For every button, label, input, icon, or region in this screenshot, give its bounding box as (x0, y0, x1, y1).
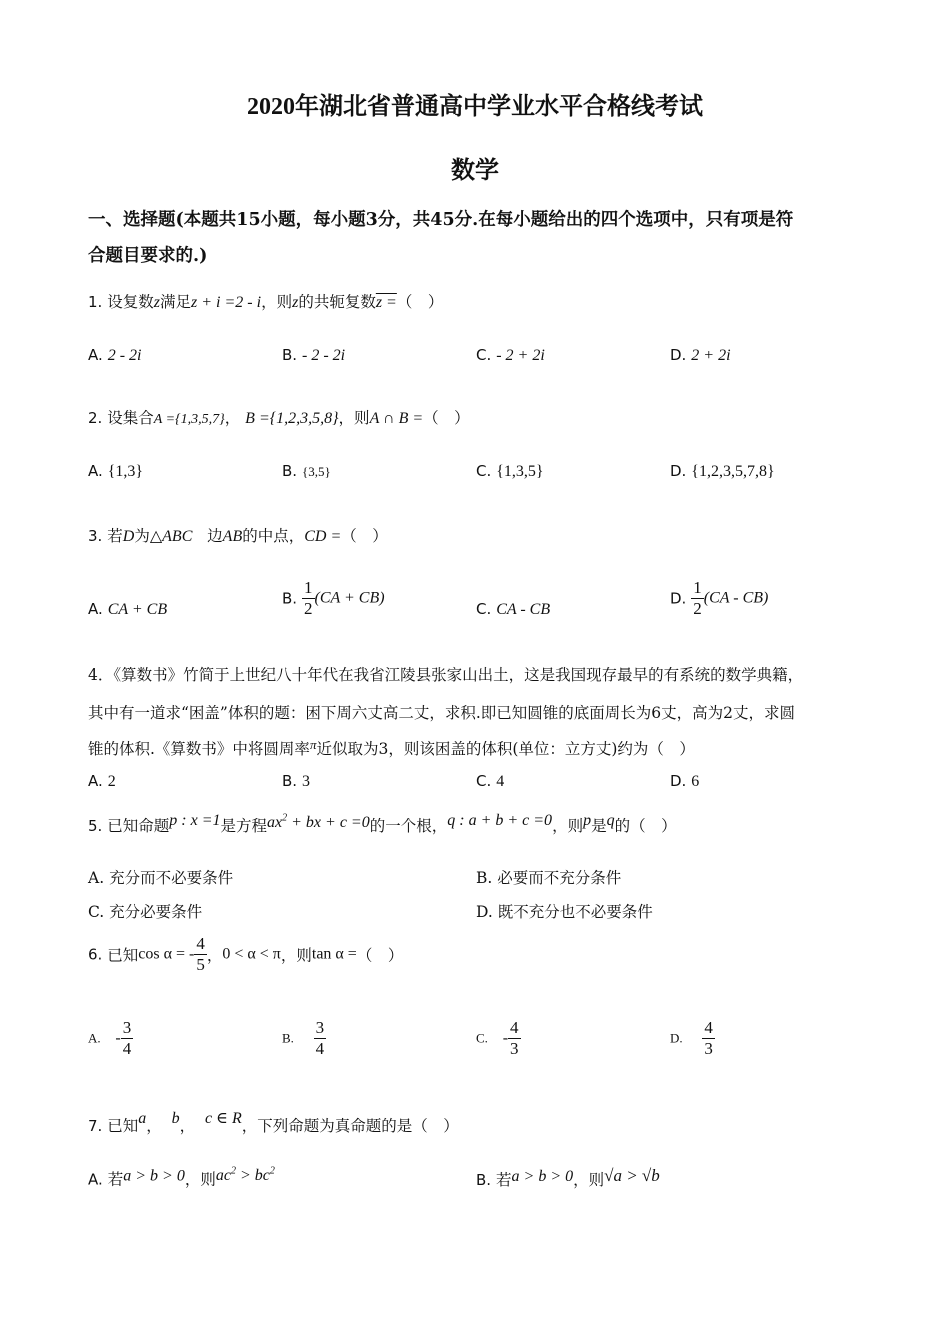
math-expression: a > b > 0 (123, 1167, 185, 1185)
math-expression: A ∩ B = (369, 410, 424, 427)
q4-option-a[interactable] (88, 772, 116, 791)
q6-option-a[interactable] (88, 1018, 133, 1059)
q2-option-d[interactable] (670, 462, 775, 481)
math-expression: 0 < α < π (222, 945, 281, 963)
fraction-numerator: 4 (704, 1018, 713, 1037)
option-text: - 2 - 2i (302, 347, 346, 364)
math-expression: a > b > 0 (511, 1168, 574, 1185)
option-text: 2 + 2i (691, 347, 731, 364)
option-label: D. (476, 903, 493, 921)
option-label: A. (88, 869, 105, 887)
fraction-denominator: 2 (693, 599, 702, 618)
option-label: B. (282, 1030, 294, 1046)
fraction (121, 1018, 134, 1059)
q2-option-a[interactable] (88, 462, 143, 481)
option-label: A. (88, 1030, 101, 1046)
fraction-numerator: 3 (315, 1018, 325, 1037)
math-expression: B ={1,2,3,5,8} (245, 410, 339, 427)
q1-option-c[interactable] (476, 346, 545, 365)
question-text: ，则 (552, 817, 584, 835)
option-label: B. (476, 1171, 492, 1189)
answer-paren: （ ） (341, 527, 388, 545)
fraction-numerator: 4 (510, 1018, 519, 1037)
option-text: (CA - CB) (703, 589, 769, 607)
math-part: ac (215, 1167, 231, 1185)
option-text: 若 (496, 1171, 512, 1189)
math-part: ax (267, 814, 283, 831)
fraction-denominator: 4 (122, 1039, 132, 1058)
math-expression: q : a + b + c =0 (447, 812, 553, 829)
math-part: > bc (235, 1167, 270, 1185)
question-text: 近似取为3，则该困盖的体积(单位：立方丈)约为（ ） (316, 740, 695, 758)
fraction-denominator: 4 (315, 1039, 325, 1058)
question-number: 6. (88, 945, 103, 964)
math-var: z (153, 294, 160, 311)
question-text: ， (224, 409, 241, 427)
question-text: ，下列命题为真命题的是（ ） (241, 1117, 459, 1135)
option-sign: - (115, 1029, 121, 1047)
question-text: ，则 (338, 409, 370, 427)
question-text: 的（ ） (614, 817, 677, 835)
q6-option-d[interactable] (670, 1018, 715, 1059)
math-var: AB (222, 528, 243, 545)
math-var: a (138, 1110, 147, 1127)
math-var: z (292, 294, 299, 311)
question-4-line1: 4．《算数书》竹简于上世纪八十年代在我省江陵县张家山出土，这是我国现存最早的有系统的数学典籍， (88, 666, 804, 684)
fraction-denominator: 5 (196, 955, 205, 974)
question-4-line3 (88, 737, 695, 759)
math-var: π (309, 737, 317, 752)
section-heading-line2: 合题目要求的.) (88, 246, 208, 266)
option-text: 2 - 2i (107, 347, 142, 364)
option-text: CA - CB (496, 601, 551, 618)
q3-option-b[interactable] (282, 578, 385, 619)
option-label: B. (476, 869, 493, 887)
q2-option-c[interactable] (476, 462, 544, 481)
question-6 (88, 934, 403, 975)
question-text: ，则 (261, 293, 293, 311)
option-text: (CA + CB) (314, 589, 385, 607)
q7-option-a[interactable] (88, 1166, 275, 1189)
option-label: D. (670, 346, 687, 364)
fraction (302, 578, 315, 619)
math-expression: z + i =2 - i (191, 294, 262, 311)
option-label: D. (670, 589, 687, 608)
question-text: ，则 (280, 946, 312, 965)
option-label: C. (476, 346, 492, 364)
q4-option-c[interactable] (476, 772, 504, 791)
q6-option-b[interactable] (282, 1018, 326, 1059)
option-label: A. (88, 462, 103, 480)
option-label: A. (88, 772, 103, 790)
question-number: 2. (88, 409, 103, 427)
math-var: q (606, 812, 615, 829)
math-part: + bx + c =0 (287, 814, 370, 831)
math-superscript: 2 (282, 812, 288, 824)
q4-option-d[interactable] (670, 772, 699, 791)
question-text: ， (206, 946, 223, 965)
question-text: 若 (107, 527, 123, 545)
option-text: 2 (107, 773, 116, 790)
question-text: 是 (591, 817, 607, 835)
question-text: 已知 (107, 946, 139, 965)
question-text: 设集合 (107, 409, 154, 427)
question-7 (88, 1108, 459, 1136)
math-expression: √a > √b (604, 1166, 660, 1185)
q6-option-c[interactable] (476, 1018, 521, 1059)
q3-option-c[interactable] (476, 600, 550, 619)
math-var: p (583, 812, 592, 829)
option-label: A. (88, 346, 103, 364)
option-text: {3,5} (302, 464, 331, 479)
answer-paren: （ ） (396, 293, 444, 311)
question-1 (88, 290, 443, 312)
fraction-numerator: 1 (693, 578, 702, 597)
option-text: - 2 + 2i (496, 347, 545, 364)
option-text: ，则 (184, 1170, 216, 1189)
answer-paren: （ ） (423, 409, 470, 427)
option-text: {1,2,3,5,7,8} (691, 463, 775, 480)
option-text: 必要而不充分条件 (497, 869, 622, 887)
option-label: D. (670, 772, 687, 790)
option-label: C. (88, 903, 105, 921)
answer-paren: （ ） (356, 946, 404, 965)
option-sign: - (502, 1029, 509, 1047)
option-label: B. (282, 462, 298, 480)
option-label: D. (670, 1030, 683, 1046)
fraction (702, 1018, 715, 1059)
fraction-numerator: 1 (304, 578, 313, 597)
fraction-numerator: 4 (196, 934, 205, 953)
section-heading-line1: 一、选择题(本题共15小题，每小题3分，共45分.在每小题给出的四个选项中，只有项是符 (88, 210, 794, 230)
math-expression: p : x =1 (169, 812, 221, 829)
math-expression: cos α = - (138, 945, 195, 963)
q4-option-b[interactable] (282, 772, 310, 791)
option-label: D. (670, 462, 687, 480)
q3-option-d[interactable] (670, 578, 768, 619)
question-3 (88, 524, 388, 546)
fraction (508, 1018, 521, 1059)
math-expression: A ={1,3,5,7} (153, 412, 225, 427)
question-text: ， (146, 1117, 162, 1135)
exam-subject: 数学 (451, 158, 499, 184)
math-expression: c ∈ R (205, 1110, 242, 1127)
question-text: 锥的体积.《算数书》中将圆周率 (88, 740, 310, 758)
option-text: 4 (496, 773, 505, 790)
option-label: B. (282, 589, 298, 608)
math-var: b (171, 1110, 180, 1127)
option-label: B. (282, 346, 298, 364)
q1-option-d[interactable] (670, 346, 731, 365)
option-label: C. (476, 1030, 488, 1046)
q5-option-d[interactable] (476, 900, 653, 922)
question-number: 1. (88, 293, 103, 311)
fraction-numerator: 3 (122, 1018, 132, 1037)
math-var: D (122, 528, 135, 545)
option-text: ，则 (573, 1171, 605, 1189)
option-label: A. (88, 600, 103, 618)
question-text: 的共轭复数 (298, 293, 376, 311)
option-text: 既不充分也不必要条件 (497, 903, 653, 921)
exam-title: 2020年湖北省普通高中学业水平合格线考试 (247, 94, 703, 120)
question-text: 是方程 (220, 817, 268, 835)
math-expression (267, 814, 370, 831)
option-text: 充分而不必要条件 (109, 869, 234, 887)
q7-option-b[interactable] (476, 1166, 660, 1190)
question-number: 5. (88, 817, 103, 835)
option-label: B. (282, 772, 298, 790)
question-number: 3. (88, 527, 103, 545)
q5-option-c[interactable] (88, 900, 202, 922)
question-text: 设复数 (107, 293, 154, 311)
fraction-denominator: 2 (304, 599, 313, 618)
fraction-denominator: 3 (510, 1039, 519, 1058)
option-text: 3 (302, 773, 310, 790)
question-text: 边 (207, 527, 223, 545)
q3-option-a[interactable] (88, 600, 167, 619)
math-superscript: 2 (269, 1166, 275, 1177)
option-text: {1,3,5} (496, 463, 544, 480)
question-text: ， (179, 1117, 196, 1135)
q1-option-a[interactable] (88, 346, 141, 365)
question-text: 的中点， (242, 527, 305, 545)
question-5 (88, 812, 677, 836)
option-label: A. (88, 1170, 103, 1189)
question-number: 7. (88, 1117, 103, 1135)
fraction (194, 934, 207, 975)
question-2 (88, 406, 470, 428)
option-label: C. (476, 462, 492, 480)
question-text: 已知 (107, 1117, 139, 1135)
option-label: C. (476, 772, 492, 790)
option-text: 若 (107, 1170, 124, 1189)
question-4-line2: 其中有一道求“困盖”体积的题：困下周六丈高二丈，求积.即已知圆锥的底面周长为6丈，高为2丈，求圆 (88, 704, 796, 722)
q5-option-b[interactable] (476, 866, 621, 888)
option-text: 6 (691, 773, 700, 790)
option-text: CA + CB (107, 601, 168, 618)
math-expression: z = (375, 294, 397, 311)
math-expression: tan α = (311, 945, 357, 963)
question-text: 已知命题 (107, 817, 170, 835)
q5-option-a[interactable] (88, 866, 233, 888)
math-expression: CD = (304, 528, 342, 545)
question-text: 的一个根， (369, 817, 448, 835)
fraction (691, 578, 704, 619)
q2-option-b[interactable] (282, 462, 331, 480)
q1-option-b[interactable] (282, 346, 345, 365)
math-expression: △ABC (149, 528, 193, 545)
math-superscript: 2 (230, 1166, 236, 1177)
option-text: 充分必要条件 (109, 903, 203, 921)
fraction (314, 1018, 327, 1059)
option-text: {1,3} (107, 463, 144, 480)
question-text: 满足 (160, 293, 192, 311)
math-expression (216, 1167, 275, 1184)
fraction-denominator: 3 (704, 1039, 713, 1058)
question-text: 为 (134, 527, 150, 545)
option-label: C. (476, 600, 492, 618)
